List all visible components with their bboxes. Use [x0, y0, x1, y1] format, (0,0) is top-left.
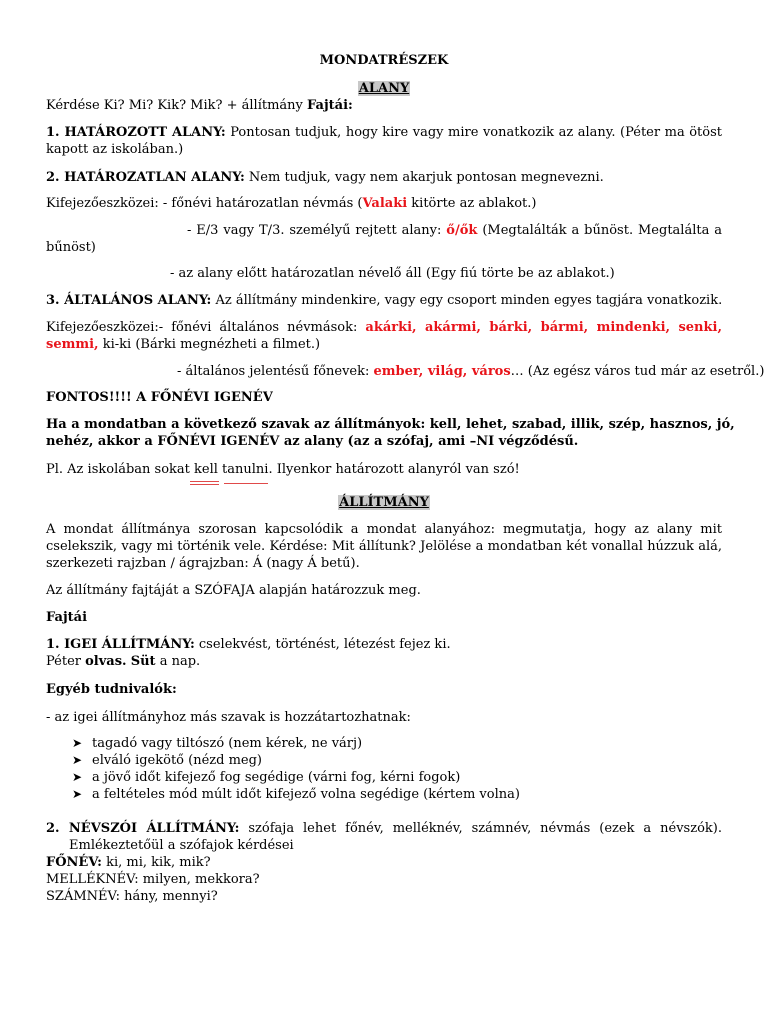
- kif2-red: ő/ők: [446, 223, 478, 238]
- kif1-post: kitörte az ablakot.): [411, 196, 537, 211]
- alany-fajtai: Fajtái:: [307, 98, 353, 113]
- alany-heading-text: ALANY: [358, 81, 410, 96]
- fontos-heading: FONTOS!!!! A FŐNÉVI IGENÉV: [46, 390, 273, 405]
- igei-example: [46, 653, 722, 670]
- hatarozatlan-kif2-cont: bűnöst): [46, 240, 96, 255]
- hatarozott-line2: kapott az iskolában.): [46, 142, 184, 157]
- igei-ex-b1: olvas.: [85, 654, 127, 669]
- hatarozatlan-kif1: [46, 195, 722, 212]
- fonev-text: ki, mi, kik, mik?: [106, 855, 211, 870]
- double-underline-mark: [190, 481, 219, 482]
- alany-question: Kérdése Ki? Mi? Kik? Mik? + állítmány: [46, 98, 303, 113]
- arrow-bullet-icon: ➤: [72, 736, 83, 750]
- double-underline-mark-2: [190, 484, 219, 485]
- hatarozatlan-kif2: [187, 222, 722, 239]
- alt-kif2-pre: - általános jelentésű főnevek:: [177, 364, 370, 379]
- allitmany-heading: [0, 494, 768, 511]
- szam-line: SZÁMNÉV: hány, mennyi?: [46, 889, 218, 904]
- arrow-bullet-icon: ➤: [72, 753, 83, 767]
- egyeb-line: - az igei állítmányhoz más szavak is hozzátartozhatnak:: [46, 710, 411, 725]
- hatarozatlan-line: [46, 169, 722, 186]
- alt-kif2-post: … (Az egész város tud már az esetről.): [510, 364, 765, 379]
- kif2-pre: - E/3 vagy T/3. személyű rejtett alany:: [187, 223, 442, 238]
- list-item: a feltételes mód múlt időt kifejező volna segédige (kértem volna): [92, 787, 520, 802]
- hatarozott-line1: [46, 124, 722, 141]
- hatarozott-label: 1. HATÁROZOTT ALANY:: [46, 125, 226, 140]
- igei-line: [46, 636, 722, 653]
- ha-line1: Ha a mondatban a következő szavak az állítmányok: kell, lehet, szabad, illik, szép, hasznos, jó,: [46, 417, 735, 432]
- igei-label: 1. IGEI ÁLLÍTMÁNY:: [46, 637, 195, 652]
- hatarozatlan-label: 2. HATÁROZATLAN ALANY:: [46, 170, 245, 185]
- egyeb-heading: Egyéb tudnivalók:: [46, 682, 177, 697]
- hatarozatlan-text: Nem tudjuk, vagy nem akarjuk pontosan megnevezni.: [248, 170, 604, 185]
- fonev-label: FŐNÉV:: [46, 855, 102, 870]
- list-item: elváló igekötő (nézd meg): [92, 753, 262, 768]
- arrow-bullet-icon: ➤: [72, 770, 83, 784]
- igei-ex-post: a nap.: [159, 654, 201, 669]
- nevszoi-label: 2. NÉVSZÓI ÁLLÍTMÁNY:: [46, 821, 240, 836]
- nevszoi-text: szófaja lehet főnév, melléknév, számnév, névmás (ezek a névszók).: [248, 821, 722, 836]
- arrow-bullet-icon: ➤: [72, 787, 83, 801]
- fonev-line: [46, 854, 722, 871]
- alany-question-line: [46, 97, 722, 114]
- altalanos-kif1b: [46, 336, 722, 353]
- allitmany-desc1: A mondat állítmánya szorosan kapcsolódik a mondat alanyához: megmutatja, hogy az alany mit: [46, 522, 722, 537]
- nevszoi-text2: Emlékeztetőül a szófajok kérdései: [69, 838, 294, 853]
- igei-ex-b2: Süt: [130, 654, 156, 669]
- allitmany-heading-text: ÁLLÍTMÁNY: [339, 495, 429, 510]
- kif1-red: Valaki: [362, 196, 408, 211]
- allitmany-desc2: cselekszik, vagy mi történik vele. Kérdése: Mit állítunk? Jelölése a mondatban két vonallal húzzuk alá,: [46, 539, 722, 554]
- alt-kif1-pre: Kifejezőeszközei:- főnévi általános névmások:: [46, 320, 358, 335]
- nevszoi-line: [46, 820, 722, 837]
- igei-text: cselekvést, történést, létezést fejez ki.: [198, 637, 451, 652]
- hatarozott-text: Pontosan tudjuk, hogy kire vagy mire vonatkozik az alany. (Péter ma ötöst: [230, 125, 723, 140]
- list-item: a jövő időt kifejező fog segédige (várni fog, kérni fogok): [92, 770, 461, 785]
- kif1-pre: Kifejezőeszközei: - főnévi határozatlan névmás (: [46, 196, 363, 211]
- altalanos-kif2: [177, 363, 768, 380]
- alt-kif1b-red: semmi,: [46, 337, 99, 352]
- page-title: MONDATRÉSZEK: [319, 53, 449, 68]
- alt-kif1-red: akárki, akármi, bárki, bármi, mindenki, senki,: [365, 320, 722, 335]
- mellek-line: MELLÉKNÉV: milyen, mekkora?: [46, 872, 260, 887]
- allitmany-fajtai: Fajtái: [46, 610, 88, 625]
- pl-line: Pl. Az iskolában sokat kell tanulni. Ilyenkor határozott alanyról van szó!: [46, 462, 520, 477]
- altalanos-label: 3. ÁLTALÁNOS ALANY:: [46, 293, 212, 308]
- single-underline-mark: [224, 483, 268, 484]
- altalanos-kif1: [46, 319, 722, 336]
- alt-kif1b-post: ki-ki (Bárki megnézheti a filmet.): [102, 337, 321, 352]
- igei-ex-pre: Péter: [46, 654, 81, 669]
- allitmany-fajta-line: Az állítmány fajtáját a SZÓFAJA alapján határozzuk meg.: [46, 583, 421, 598]
- altalanos-line: [46, 292, 722, 309]
- alany-heading: [0, 80, 768, 97]
- altalanos-text: Az állítmány mindenkire, vagy egy csoport minden egyes tagjára vonatkozik.: [215, 293, 723, 308]
- alt-kif2-red: ember, világ, város: [373, 364, 511, 379]
- kif2-post: (Megtalálták a bűnöst. Megtalálta a: [482, 223, 722, 238]
- ha-line2: nehéz, akkor a FŐNÉVI IGENÉV az alany (az a szófaj, ami –NI végződésű.: [46, 434, 579, 449]
- hatarozatlan-kif3: - az alany előtt határozatlan névelő áll (Egy fiú törte be az ablakot.): [170, 266, 615, 281]
- list-item: tagadó vagy tiltószó (nem kérek, ne várj): [92, 736, 363, 751]
- allitmany-desc3: szerkezeti rajzban / ágrajzban: Á (nagy Á betű).: [46, 556, 360, 571]
